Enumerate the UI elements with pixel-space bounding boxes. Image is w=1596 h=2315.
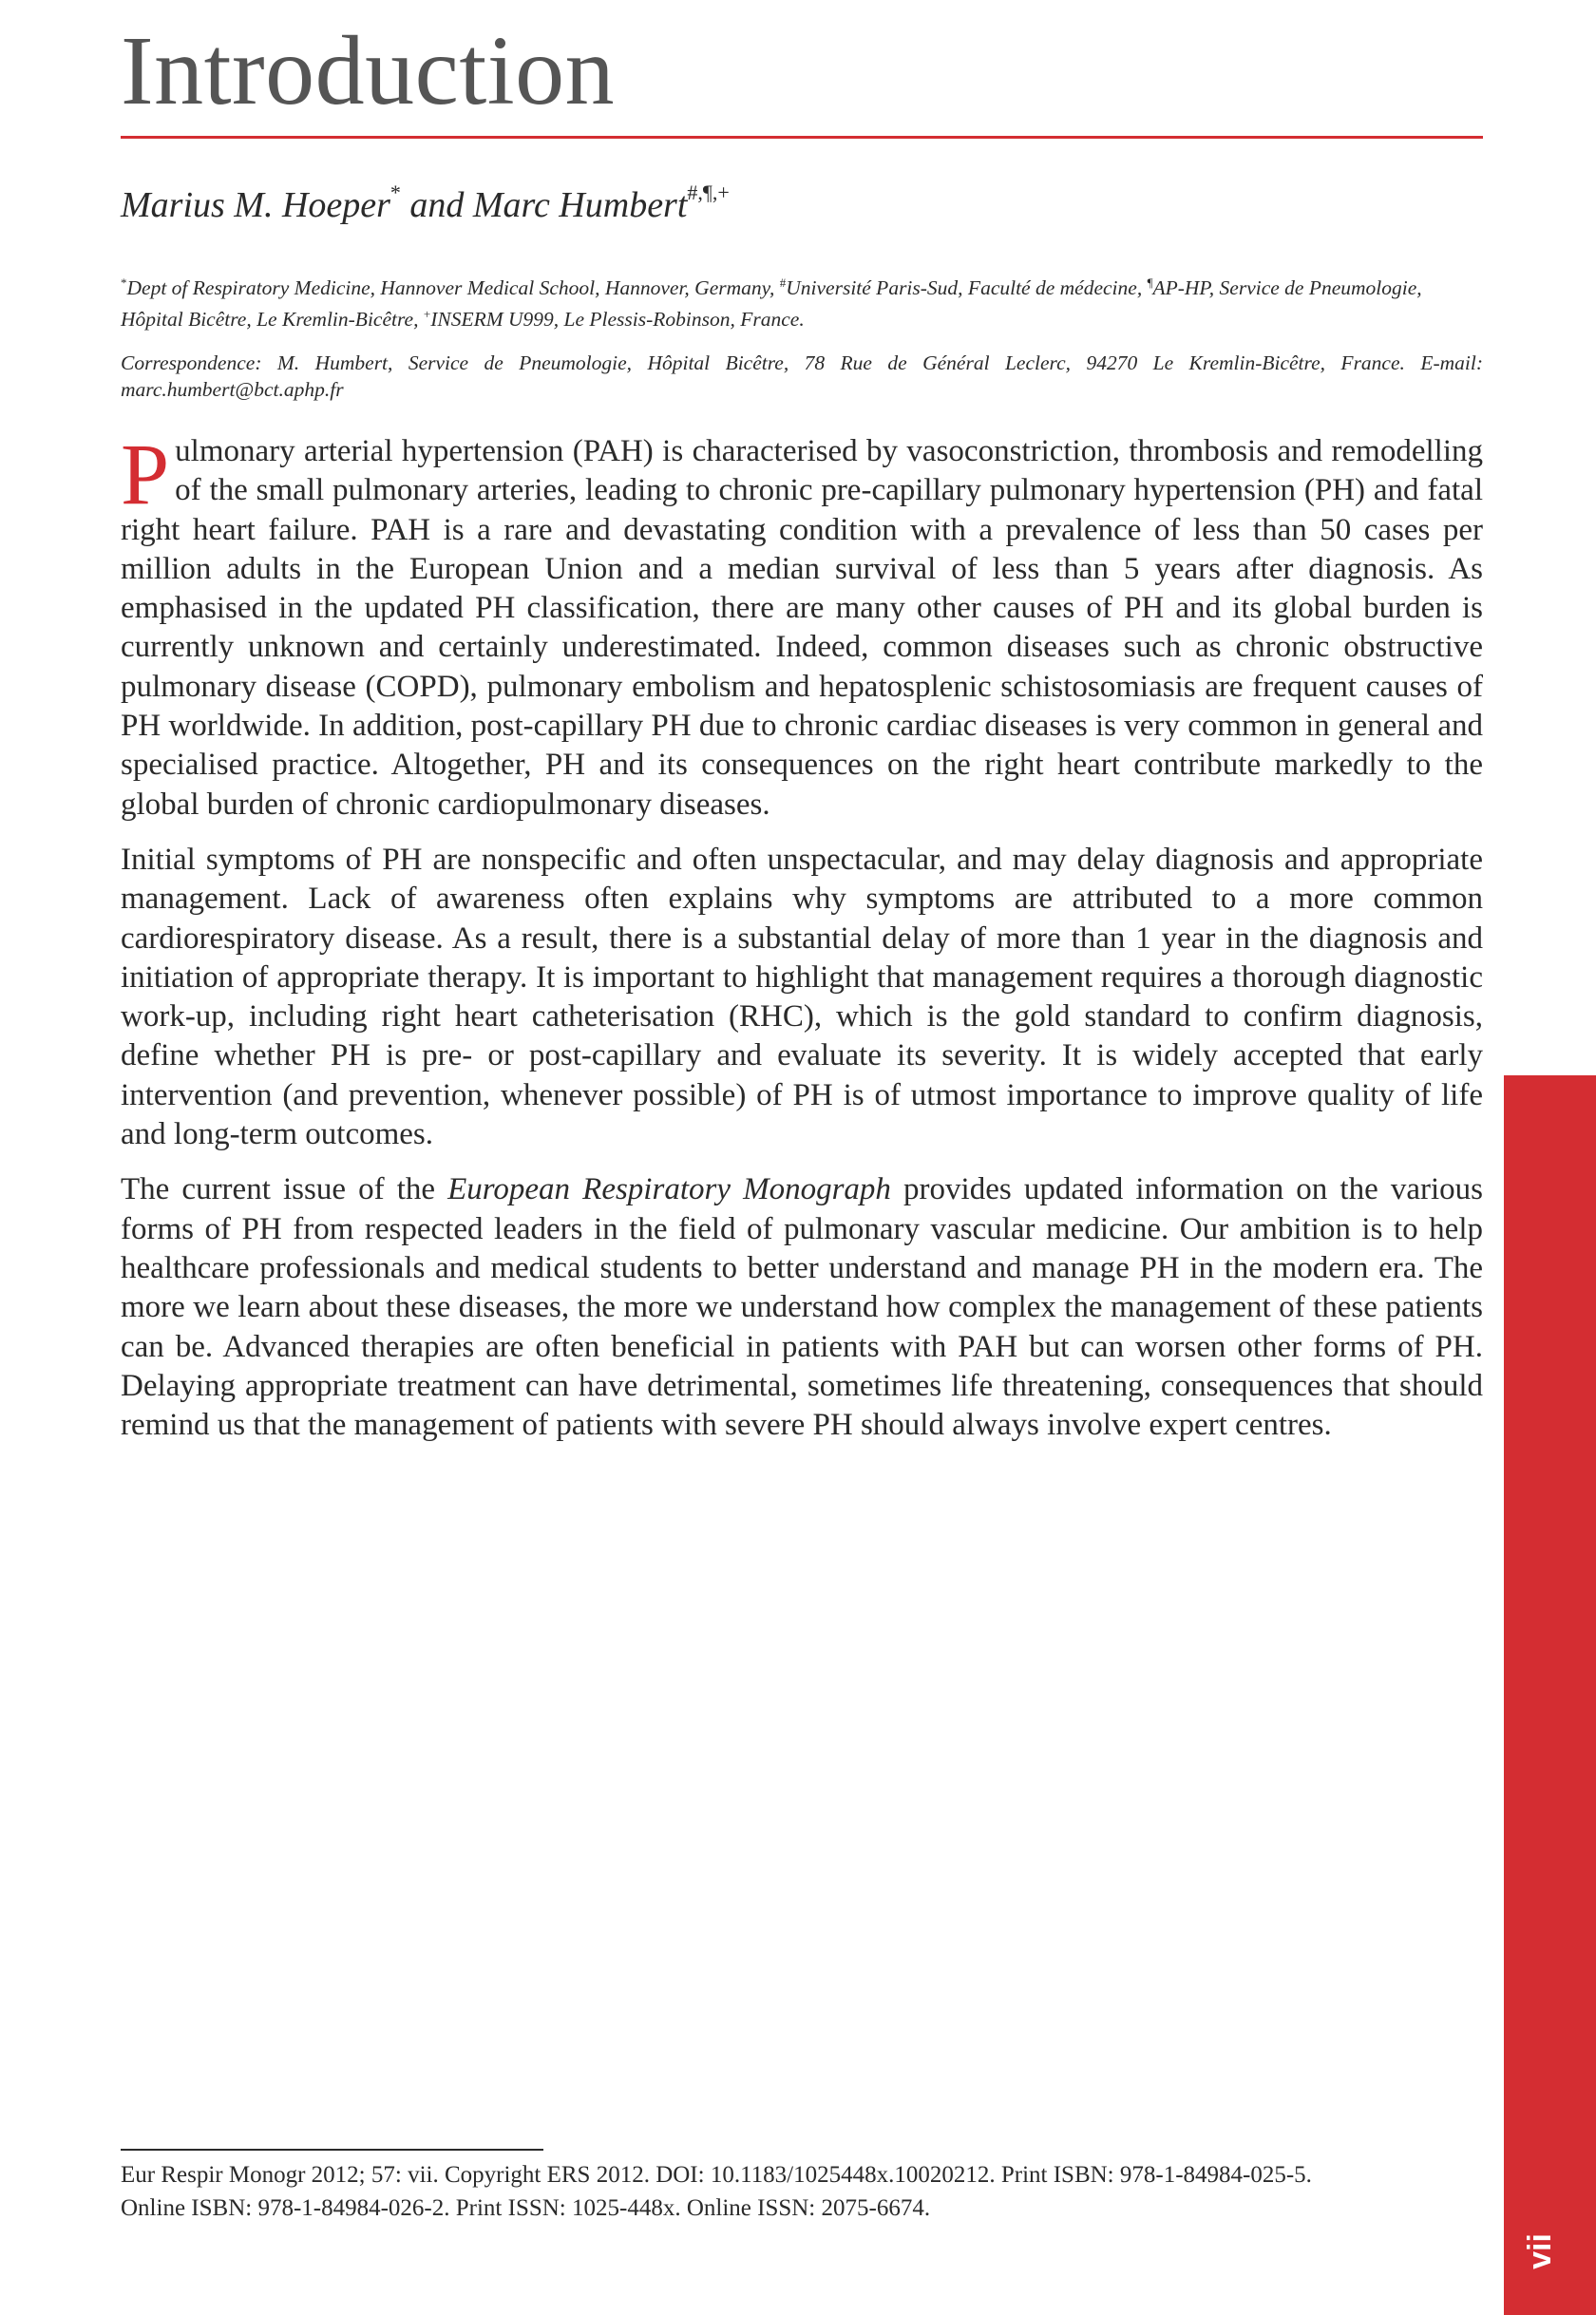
affiliation-paris-sud: Université Paris-Sud, Faculté de médecine, bbox=[786, 276, 1148, 299]
paragraph-3-intro: The current issue of the bbox=[121, 1172, 448, 1207]
paragraph-2: Initial symptoms of PH are nonspecific and often unspectacular, and may delay diagnosis and appropriate management. Lack of awareness often explains why symptoms are attributed to a more common cardiorespiratory disease. As a result, there is a substantial delay of more than 1 year in the diagnosis and initiation of appropriate therapy. It is important to highlight that management requires a thorough diagnostic work-up, including right heart catheterisation (RHC), which is the gold standard to confirm diagnosis, define whether PH is pre- or post-capillary and evaluate its severity. It is widely accepted that early intervention (and prevention, whenever possible) of PH is of utmost importance to improve quality of life and long-term outcomes. bbox=[121, 842, 1483, 1152]
author-line bbox=[121, 180, 730, 226]
affiliation-mark: + bbox=[423, 307, 431, 321]
paragraph-3 bbox=[121, 1170, 1483, 1445]
paragraph-1-text: ulmonary arterial hypertension (PAH) is characterised by vasoconstriction, thrombosis and remodelling of the small pulmonary arteries, leading to chronic pre-capillary pulmonary hypertension (PH) and fatal right heart failure. PAH is a rare and devastating condition with a prevalence of less than 50 cases per million adults in the European Union and a median survival of less than 5 years after diagnosis. As emphasised in the updated PH classification, there are many other causes of PH and its global burden is currently unknown and certainly underestimated. Indeed, common diseases such as chronic obstructive pulmonary disease (COPD), pulmonary embolism and hepatosplenic schistosomiasis are frequent causes of PH worldwide. In addition, post-capillary PH due to chronic cardiac diseases is very common in general and specialised practice. Altogether, PH and its consequences on the right heart contribute markedly to the global burden of chronic cardiopulmonary diseases. bbox=[121, 434, 1483, 822]
author-humbert-marks: #,¶,+ bbox=[687, 180, 730, 204]
paragraph-1 bbox=[121, 426, 1483, 825]
affiliation-mark: ¶ bbox=[1147, 275, 1153, 290]
citation-footnote bbox=[121, 2158, 1489, 2225]
page-number: vii bbox=[1521, 2233, 1558, 2269]
author-hoeper: Marius M. Hoeper bbox=[121, 185, 390, 225]
author-connector: and bbox=[400, 185, 473, 225]
affiliations bbox=[121, 270, 1483, 332]
paragraph-3-text: provides updated information on the various forms of PH from respected leaders in the field of pulmonary vascular medicine. Our ambition is to help healthcare professionals and medical students to better understand and manage PH in the modern era. The more we learn about these diseases, the more we understand how complex the management of these patients can be. Advanced therapies are often beneficial in patients with PAH but can worsen other forms of PH. Delaying appropriate treatment can have detrimental, sometimes life threatening, consequences that should remind us that the management of patients with severe PH should always involve expert centres. bbox=[121, 1172, 1483, 1443]
drop-cap: P bbox=[121, 426, 170, 522]
affiliation-inserm: INSERM U999, Le Plessis-Robinson, France. bbox=[430, 308, 805, 331]
affiliation-aphp: AP-HP, Service de Pneumologie, Hôpital Bicêtre, Le Kremlin-Bicêtre, bbox=[121, 276, 1422, 331]
affiliation-hannover: Dept of Respiratory Medicine, Hannover Medical School, Hannover, Germany, bbox=[126, 276, 780, 299]
citation-line-2: Online ISBN: 978-1-84984-026-2. Print ISSN: 1025-448x. Online ISSN: 2075-6674. bbox=[121, 2195, 931, 2221]
affiliation-mark: # bbox=[779, 275, 787, 290]
affiliation-mark: * bbox=[121, 275, 127, 290]
article-body bbox=[121, 426, 1483, 1461]
side-tab-bar bbox=[1504, 1075, 1596, 2315]
page-title: Introduction bbox=[121, 16, 616, 125]
correspondence: Correspondence: M. Humbert, Service de Pneumologie, Hôpital Bicêtre, 78 Rue de Général Leclerc, 94270 Le Kremlin-Bicêtre, France. E-mail: marc.humbert@bct.aphp.fr bbox=[121, 351, 1483, 401]
footnote-rule bbox=[121, 2149, 543, 2151]
author-humbert: Marc Humbert bbox=[472, 185, 688, 225]
monograph-title: European Respiratory Monograph bbox=[447, 1172, 891, 1207]
citation-line-1: Eur Respir Monogr 2012; 57: vii. Copyright ERS 2012. DOI: 10.1183/1025448x.10020212. Print ISBN: 978-1-84984-025-5. bbox=[121, 2162, 1312, 2188]
author-hoeper-mark: * bbox=[390, 180, 401, 204]
title-rule bbox=[121, 136, 1483, 139]
